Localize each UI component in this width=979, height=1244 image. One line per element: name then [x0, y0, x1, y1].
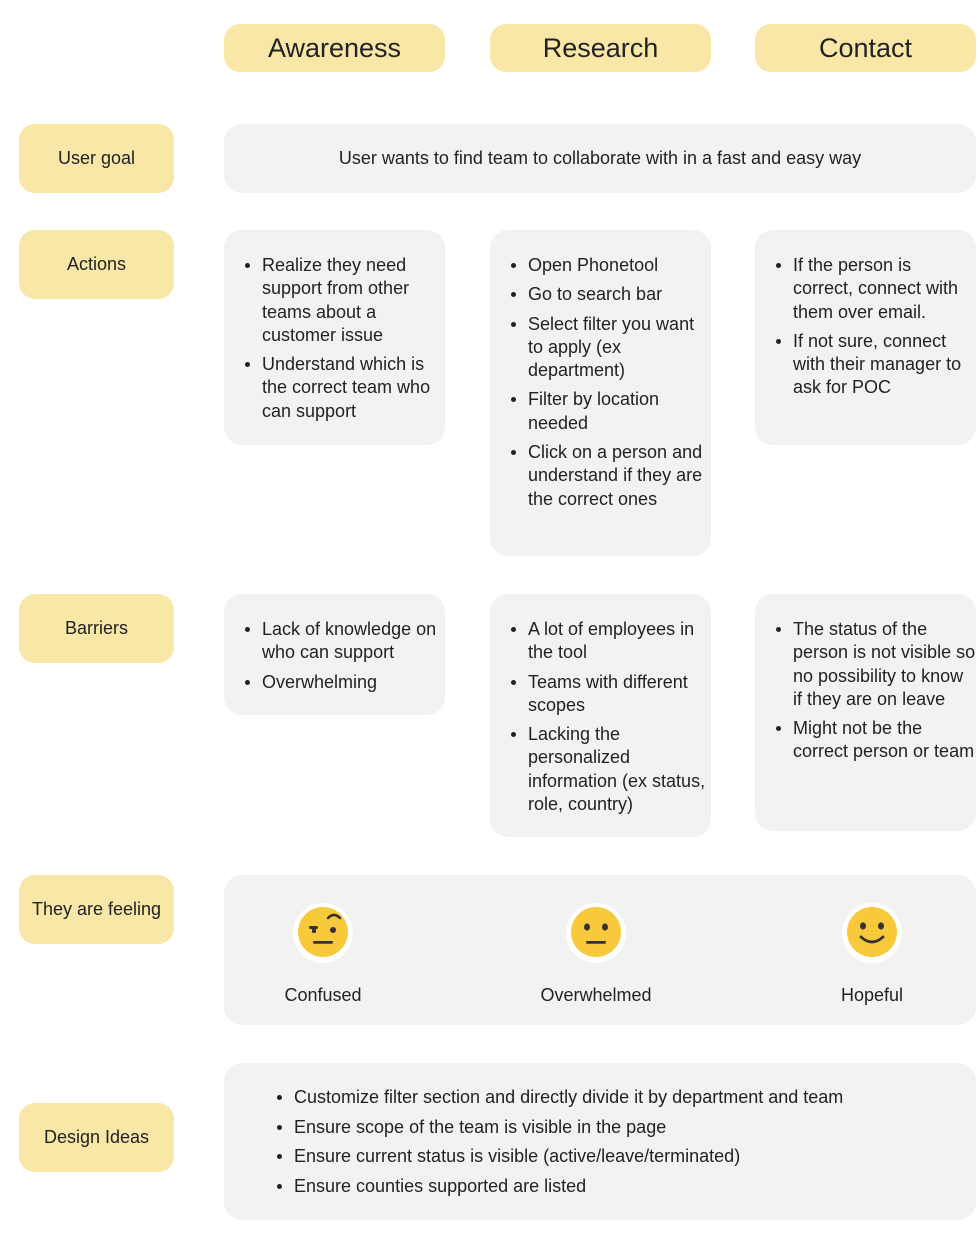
list-item: If the person is correct, connect with them over email.	[793, 254, 976, 324]
list-item: Realize they need support from other teams about a customer issue	[262, 254, 445, 347]
barriers-research-card	[490, 594, 711, 837]
list-item: Teams with different scopes	[528, 671, 711, 718]
neutral-face-icon	[563, 899, 629, 965]
row-label-user-goal: User goal	[19, 124, 174, 193]
stage-research: Research	[490, 24, 711, 72]
list-item: Filter by location needed	[528, 388, 711, 435]
feeling-confused	[243, 899, 403, 1006]
list-item: Ensure current status is visible (active/leave/terminated)	[294, 1142, 976, 1172]
feelings-card	[224, 875, 976, 1025]
actions-awareness-card	[224, 230, 445, 445]
stage-awareness: Awareness	[224, 24, 445, 72]
barriers-awareness-card	[224, 594, 445, 715]
list-item: Understand which is the correct team who can support	[262, 353, 445, 423]
list-item: Overwhelming	[262, 671, 445, 694]
feeling-hopeful	[792, 899, 952, 1006]
user-goal-card	[224, 124, 976, 193]
smiling-face-icon	[839, 899, 905, 965]
list-item: Lacking the personalized information (ex status, role, country)	[528, 723, 711, 816]
list-item: Lack of knowledge on who can support	[262, 618, 445, 665]
design-ideas-card	[224, 1063, 976, 1220]
list-item: Go to search bar	[528, 283, 711, 306]
feeling-label-confused: Confused	[284, 985, 362, 1005]
list-item: Select filter you want to apply (ex department)	[528, 313, 711, 383]
row-label-design-ideas: Design Ideas	[19, 1103, 174, 1172]
list-item: If not sure, connect with their manager to ask for POC	[793, 330, 976, 400]
feeling-label-overwhelmed: Overwhelmed	[540, 985, 652, 1005]
feeling-label-hopeful: Hopeful	[840, 985, 904, 1005]
actions-contact-card	[755, 230, 976, 445]
feeling-overwhelmed	[516, 899, 676, 1006]
list-item: Customize filter section and directly divide it by department and team	[294, 1083, 976, 1113]
list-item: Ensure scope of the team is visible in the page	[294, 1113, 976, 1143]
list-item: A lot of employees in the tool	[528, 618, 711, 665]
list-item: Ensure counties supported are listed	[294, 1172, 976, 1202]
list-item: Open Phonetool	[528, 254, 711, 277]
row-label-actions: Actions	[19, 230, 174, 299]
barriers-contact-card	[755, 594, 976, 831]
user-goal-text: User wants to find team to collaborate with in a fast and easy way	[338, 148, 862, 168]
stage-contact: Contact	[755, 24, 976, 72]
actions-research-card	[490, 230, 711, 556]
list-item: Click on a person and understand if they are the correct ones	[528, 441, 711, 511]
list-item: Might not be the correct person or team	[793, 717, 976, 764]
row-label-barriers: Barriers	[19, 594, 174, 663]
row-label-feelings: They are feeling	[19, 875, 174, 944]
list-item: The status of the person is not visible so no possibility to know if they are on leave	[793, 618, 976, 711]
confused-face-icon	[290, 899, 356, 965]
